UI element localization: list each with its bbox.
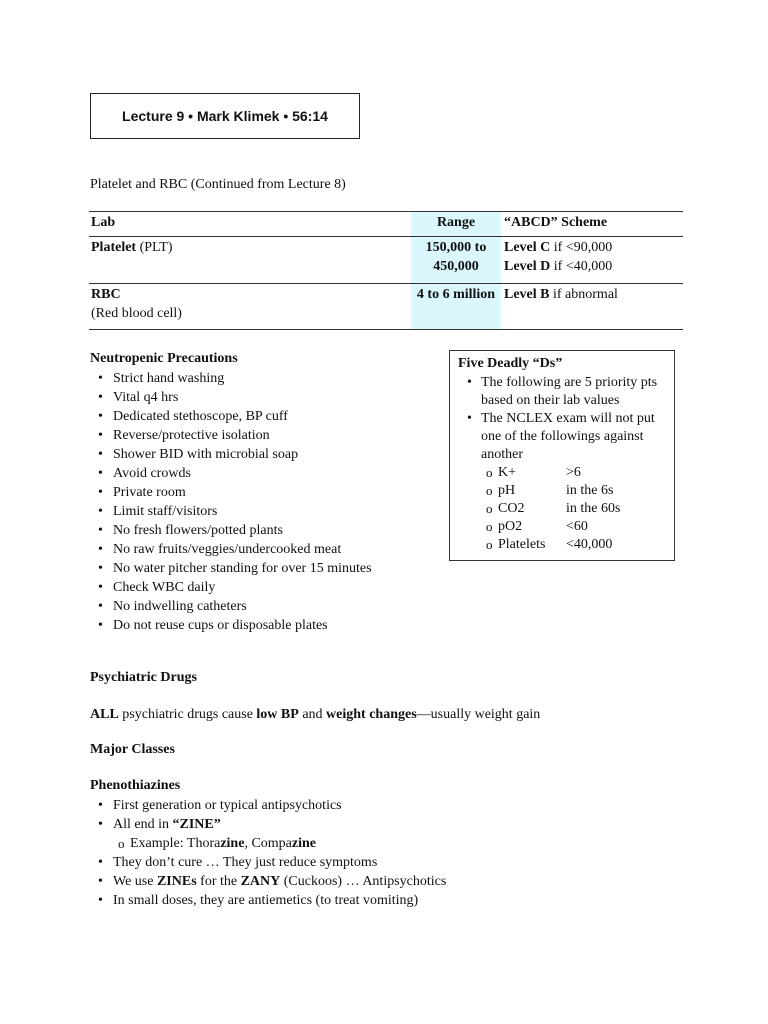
- five-ds-heading: Five Deadly “Ds”: [458, 356, 563, 371]
- list-item: • No raw fruits/veggies/undercooked meat: [90, 540, 420, 559]
- example-sublist: [90, 834, 690, 853]
- lab-name-bold: RBC: [91, 286, 121, 302]
- list-item: • No fresh flowers/potted plants: [90, 521, 420, 540]
- list-item: • Strict hand washing: [90, 369, 420, 388]
- range-line: 4 to 6 million: [416, 286, 496, 302]
- scheme-line: Level C if <90,000: [504, 239, 613, 255]
- list-item: • First generation or typical antipsychotics: [90, 796, 690, 815]
- sub-item: o Example: Thorazine, Compazine: [90, 834, 690, 853]
- header-range: Range: [411, 212, 501, 236]
- psych-line: ALL psychiatric drugs cause low BP and weight changes—usually weight gain: [90, 707, 541, 722]
- range-line: 450,000: [433, 258, 479, 274]
- header-scheme: “ABCD” Scheme: [504, 215, 608, 230]
- scheme-line: Level B if abnormal: [504, 286, 618, 302]
- list-item: • Shower BID with microbial soap: [90, 445, 420, 464]
- value-item: o Platelets <40,000: [458, 536, 666, 554]
- phenothiazines-section: [90, 777, 690, 910]
- five-ds-values: [458, 464, 666, 554]
- list-item: • Limit staff/visitors: [90, 502, 420, 521]
- table-row-rbc: [89, 283, 683, 331]
- lab-table-header: [89, 211, 683, 236]
- range-line: 150,000 to: [425, 239, 487, 255]
- header-lab: Lab: [91, 215, 116, 230]
- five-ds-list: [458, 374, 666, 464]
- lab-name-line2: (Red blood cell): [91, 305, 182, 321]
- list-item: • Vital q4 hrs: [90, 388, 420, 407]
- list-item: • Check WBC daily: [90, 578, 420, 597]
- phenothiazines-list: [90, 796, 690, 910]
- neutropenic-list: [90, 369, 420, 635]
- lab-scheme: [501, 237, 683, 283]
- value-item: o K+ >6: [458, 464, 666, 482]
- lab-name: [89, 237, 411, 283]
- list-item: • Reverse/protective isolation: [90, 426, 420, 445]
- neutropenic-heading: Neutropenic Precautions: [90, 351, 238, 366]
- phenothiazines-heading: Phenothiazines: [90, 778, 181, 793]
- lecture-title: Lecture 9 • Mark Klimek • 56:14: [90, 93, 360, 139]
- value-item: o pO2 <60: [458, 518, 666, 536]
- list-item: • Avoid crowds: [90, 464, 420, 483]
- list-item: • Do not reuse cups or disposable plates: [90, 616, 420, 635]
- value-item: o pH in the 6s: [458, 482, 666, 500]
- psych-heading: Psychiatric Drugs: [90, 670, 197, 685]
- list-item: • In small doses, they are antiemetics (to treat vomiting): [90, 891, 690, 910]
- lab-name-bold: Platelet: [91, 239, 137, 255]
- major-classes-heading: Major Classes: [90, 742, 175, 757]
- value-item: o CO2 in the 60s: [458, 500, 666, 518]
- lab-name: [89, 284, 411, 330]
- lab-table: [89, 211, 683, 330]
- table-row-platelet: [89, 236, 683, 283]
- intro-text: Platelet and RBC (Continued from Lecture 8): [90, 177, 346, 192]
- scheme-line: Level D if <40,000: [504, 258, 613, 274]
- list-item: • Private room: [90, 483, 420, 502]
- neutropenic-precautions: [90, 350, 420, 635]
- list-item: • No indwelling catheters: [90, 597, 420, 616]
- lab-range: [411, 237, 501, 283]
- list-item: • All end in “ZINE” o Example: Thorazine, Compazine: [90, 815, 690, 853]
- list-item: • No water pitcher standing for over 15 minutes: [90, 559, 420, 578]
- lab-range: [411, 284, 501, 330]
- list-item: • Dedicated stethoscope, BP cuff: [90, 407, 420, 426]
- lab-scheme: [501, 284, 683, 330]
- list-item: • The following are 5 priority pts based on their lab values: [458, 374, 666, 410]
- lab-name-rest: (PLT): [136, 239, 173, 255]
- five-deadly-ds-box: [449, 350, 675, 561]
- list-item: • The NCLEX exam will not put one of the followings against another: [458, 410, 666, 464]
- list-item: • They don’t cure … They just reduce symptoms: [90, 853, 690, 872]
- list-item: • We use ZINEs for the ZANY (Cuckoos) … Antipsychotics: [90, 872, 690, 891]
